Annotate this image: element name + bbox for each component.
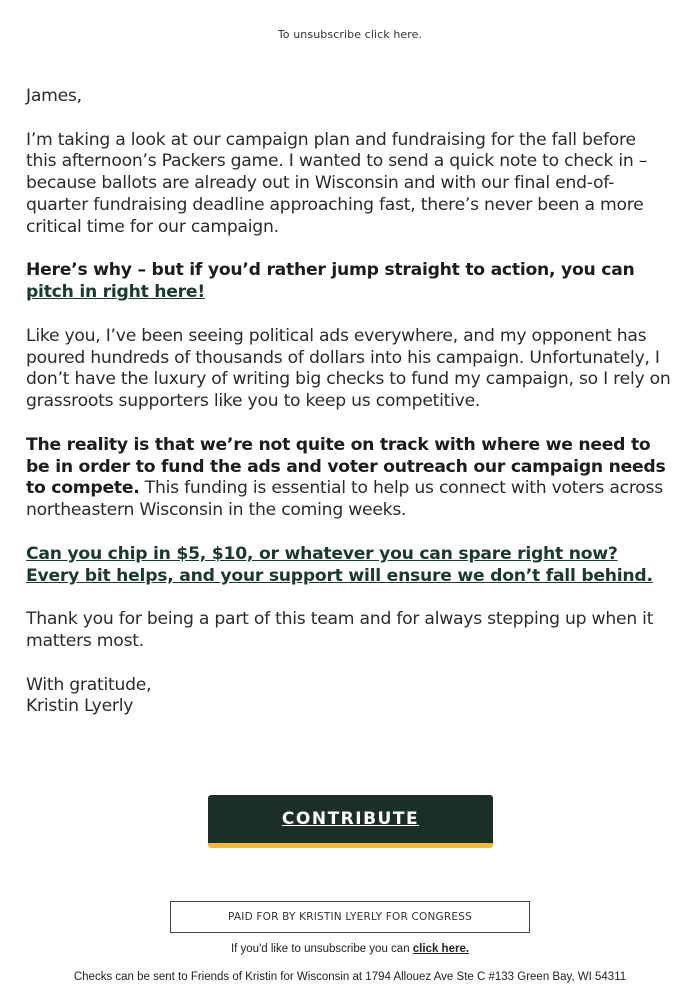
top-unsubscribe bbox=[0, 28, 700, 41]
paragraph-opponent: Like you, I’ve been seeing political ads everywhere, and my opponent has poured hundreds of thousands of dollars into his campaign. Unfortunately, I don’t have the luxury of writing big checks to fund my campaign, so I rely on grassroots supporters like you to keep us competitive. bbox=[26, 325, 671, 412]
paragraph-intro: I’m taking a look at our campaign plan and fundraising for the fall before this afternoon’s Packers game. I wanted to send a quick note to check in – because ballots are already out in Wisconsin and with our final end-of-quarter fundraising deadline approaching fast, there’s never been a more critical time for our campaign. bbox=[26, 129, 648, 237]
contribute-button[interactable]: CONTRIBUTE bbox=[208, 795, 493, 848]
reality-rest: This funding is essential to help us connect with voters across northeastern Wisconsin in the coming weeks. bbox=[26, 478, 663, 521]
reality-text: The reality is that we’re not quite on track with where we need to be in order to fund the ads and voter outreach our campaign needs to compete. bbox=[26, 434, 666, 499]
greeting: James, bbox=[26, 86, 82, 106]
paragraph-why bbox=[26, 260, 671, 304]
paragraph-reality bbox=[26, 435, 671, 522]
paragraph-ask bbox=[26, 544, 671, 588]
signature: Kristin Lyerly bbox=[26, 696, 134, 717]
checks-address: Checks can be sent to Friends of Kristin for Wisconsin at 1794 Allouez Ave Ste C #133 Green Bay, WI 54311 bbox=[73, 971, 627, 983]
paid-for-disclaimer: PAID FOR BY KRISTIN LYERLY FOR CONGRESS bbox=[170, 901, 530, 933]
footer-unsubscribe-link[interactable]: click here. bbox=[412, 943, 470, 955]
chip-in-link[interactable]: Can you chip in $5, $10, or whatever you can spare right now? Every bit helps, and your support will ensure we don’t fall behind. bbox=[26, 543, 653, 586]
footer-unsubscribe-text: If you'd like to unsubscribe you can bbox=[230, 943, 413, 955]
top-unsubscribe-link[interactable]: To unsubscribe click here. bbox=[277, 28, 423, 41]
why-text: Here’s why – but if you’d rather jump straight to action, you can bbox=[26, 260, 635, 281]
paragraph-thanks: Thank you for being a part of this team and for always stepping up when it matters most. bbox=[26, 609, 654, 651]
letter-body bbox=[26, 86, 671, 718]
footer-unsubscribe bbox=[0, 943, 700, 955]
cta-wrapper bbox=[208, 795, 493, 848]
pitch-in-link[interactable]: pitch in right here! bbox=[26, 282, 205, 303]
closing: With gratitude, bbox=[26, 674, 152, 695]
